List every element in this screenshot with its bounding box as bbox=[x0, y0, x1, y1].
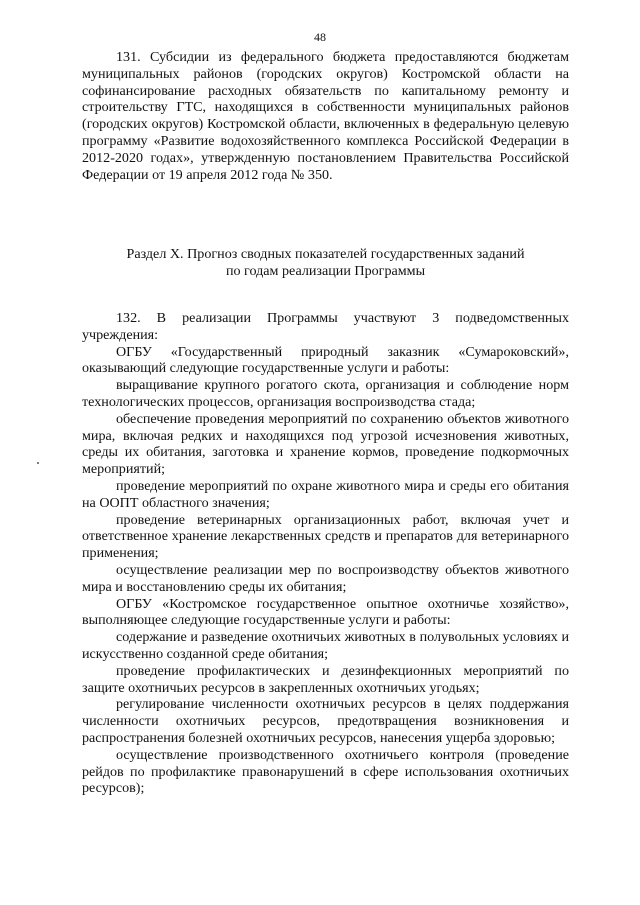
list-item: осуществление производственного охотничьего контроля (проведение рейдов по профилактике правонарушений в сфере использования охотничьих ресурсов); bbox=[82, 746, 569, 797]
list-item: осуществление реализации мер по воспроизводству объектов животного мира и восстановлению среды их обитания; bbox=[82, 561, 569, 595]
section-heading bbox=[82, 246, 569, 280]
list-item: содержание и разведение охотничьих животных в полувольных условиях и искусственно созданной среде обитания; bbox=[82, 629, 569, 662]
paragraph-132: 132. В реализации Программы участвуют 3 подведомственных учреждения: bbox=[82, 310, 569, 343]
section-heading-line-1: Раздел X. Прогноз сводных показателей государственных заданий bbox=[126, 246, 525, 262]
list-item: выращивание крупного рогатого скота, организация и соблюдение норм технологических процессов, организация воспроизводства стада; bbox=[82, 377, 569, 410]
paragraph-131-block bbox=[82, 49, 569, 183]
section-body bbox=[82, 310, 569, 797]
list-item: проведение ветеринарных организационных работ, включая учет и ответственное хранение лекарственных средств и препаратов для ветеринарного применения; bbox=[82, 511, 569, 562]
list-item: проведение профилактических и дезинфекционных мероприятий по защите охотничьих ресурсов в закрепленных охотничьих угодьях; bbox=[82, 662, 569, 696]
page-number: 48 bbox=[314, 30, 326, 44]
list-item: регулирование численности охотничьих ресурсов в целях поддержания численности охотничьих ресурсов, предотвращения возникновения и распространения болезней охотничьих ресурсов, нанесения ущерба здоровью; bbox=[82, 696, 569, 746]
scan-speck bbox=[37, 462, 39, 464]
list-item: обеспечение проведения мероприятий по сохранению объектов животного мира, включая редких и находящихся под угрозой исчезновения животных, среды их обитания, заготовка и хранение кормов, проведение подкормочных мероприятий; bbox=[82, 410, 569, 478]
list-item: проведение мероприятий по охране животного мира и среды его обитания на ООПТ областного значения; bbox=[82, 477, 569, 511]
paragraph-131: 131. Субсидии из федерального бюджета предоставляются бюджетам муниципальных районов (городских округов) Костромской области на софинансирование расходных обязательств по капитальному ремонту и строительству ГТС, находящихся в собственности муниципальных районов (городских округов) Костромской области, включенных в федеральную целевую программу «Развитие водохозяйственного комплекса Российской Федерации в 2012-2020 годах», утвержденную постановлением Правительства Российской Федерации от 19 апреля 2012 года № 350. bbox=[82, 49, 569, 183]
institution-kostroma-hunting: ОГБУ «Костромское государственное опытное охотничье хозяйство», выполняющее следующие государственные услуги и работы: bbox=[82, 595, 569, 629]
section-heading-line-2: по годам реализации Программы bbox=[225, 263, 426, 279]
institution-sumarokovsky: ОГБУ «Государственный природный заказник «Сумароковский», оказывающий следующие государственные услуги и работы: bbox=[82, 343, 569, 377]
